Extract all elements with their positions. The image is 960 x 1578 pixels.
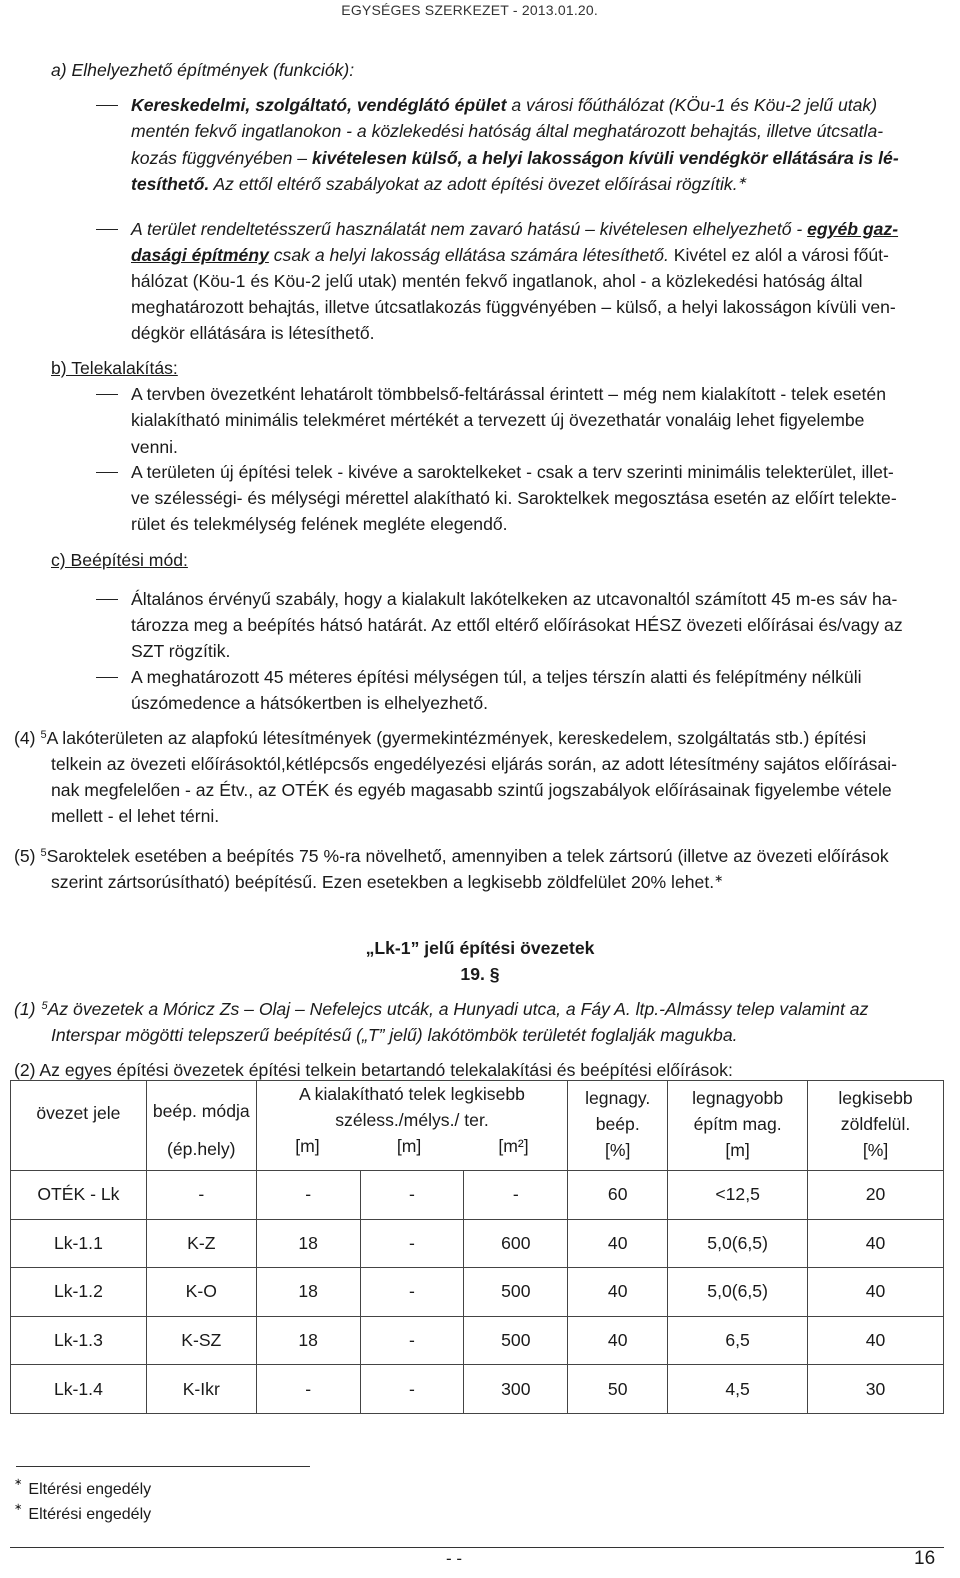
dash-bullet: [96, 599, 118, 600]
para4-line2: telkein az övezeti előírásoktól,kétlépcsős engedélyezési eljárás során, az adott létesítmény sajátos előírásai-: [51, 754, 897, 774]
table-cell: <12,5: [668, 1171, 808, 1220]
table-cell: 40: [808, 1219, 944, 1268]
dash-bullet: [96, 677, 118, 678]
table-row: [11, 1171, 944, 1220]
table-cell: 18: [256, 1268, 360, 1317]
section-c-title: c) Beépítési mód:: [51, 550, 188, 570]
table-cell: 500: [464, 1316, 568, 1365]
table-cell: -: [256, 1365, 360, 1414]
table-cell: Lk-1.4: [11, 1365, 147, 1414]
section-c-item1-line3: SZT rögzítik.: [131, 641, 231, 661]
section-a-item2-line2: dasági építmény csak a helyi lakosság ellátása számára létesíthető. Kivétel ez alól a városi főút-: [131, 245, 889, 265]
footnote-marker: ∗: [737, 175, 747, 187]
table-row: [11, 1316, 944, 1365]
section-a-item2-line4: meghatározott behajtás, illetve útcsatlakozás függvényében – külső, a helyi lakosságon kívüli ven-: [131, 297, 896, 317]
table-cell: 500: [464, 1268, 568, 1317]
page-footer-line: [10, 1547, 944, 1548]
header-mode: beép. módja (ép.hely): [146, 1081, 256, 1171]
footnote-2: ∗ Eltérési engedély: [14, 1502, 152, 1523]
table-cell: 6,5: [668, 1316, 808, 1365]
section-a-item2-line3: hálózat (Köu-1 és Köu-2 jelű utak) mentén fekvő ingatlanok, ahol - a közlekedési hatóság által: [131, 271, 863, 291]
table-cell: Lk-1.1: [11, 1219, 147, 1268]
dash-bullet: [96, 472, 118, 473]
dash-bullet: [96, 394, 118, 395]
para5-line1: (5) $^5$Saroktelek esetében a beépítés 75 %-ra növelhető, amennyiben a telek zártsorú (illetve az övezeti előírások: [14, 846, 889, 866]
table-cell: OTÉK - Lk: [11, 1171, 147, 1220]
header-height: legnagyobb építm mag. [m]: [668, 1081, 808, 1171]
table-cell: -: [256, 1171, 360, 1220]
table-cell: K-Ikr: [146, 1365, 256, 1414]
header-zone: övezet jele: [11, 1081, 147, 1171]
section-a-item1-line1: Kereskedelmi, szolgáltató, vendéglátó épület a városi főúthálózat (KÖu-1 és Köu-2 jelű utak): [131, 95, 878, 115]
table-cell: K-O: [146, 1268, 256, 1317]
section-a-item2-line5: dégkör ellátására is létesíthető.: [131, 323, 375, 343]
dash-bullet: [96, 105, 118, 106]
footer-dashes: - -: [446, 1549, 463, 1568]
table-row: [11, 1268, 944, 1317]
table-cell: -: [360, 1316, 464, 1365]
table-cell: -: [146, 1171, 256, 1220]
table-cell: 600: [464, 1219, 568, 1268]
section-b-item2-line3: rület és telekmélység felének megléte elegendő.: [131, 514, 508, 534]
para19-2: (2) Az egyes építési övezetek építési telkein betartandó telekalakítási és beépítési előírások:: [14, 1060, 733, 1080]
table-cell: Lk-1.3: [11, 1316, 147, 1365]
zone-heading: „Lk-1” jelű építési övezetek: [365, 938, 595, 958]
table-cell: 18: [256, 1219, 360, 1268]
table-cell: 40: [568, 1219, 668, 1268]
header-built-ratio: legnagy. beép. [%]: [568, 1081, 668, 1171]
table-header-row: [11, 1081, 944, 1171]
table-row: [11, 1219, 944, 1268]
section-a-item2-line1: A terület rendeltetésszerű használatát nem zavaró hatású – kivételesen elhelyezhető - egyéb gaz-: [131, 219, 899, 239]
section-b-item1-line1: A tervben övezetként lehatárolt tömbbelső-feltárással érintett – még nem kialakított - telek esetén: [131, 384, 886, 404]
table-cell: 40: [568, 1268, 668, 1317]
section-b-item2-line2: ve szélességi- és mélységi mérettel alakítható ki. Saroktelkek megosztása esetén az előírt telekte-: [131, 488, 897, 508]
para5-line2: szerint zártsorúsítható) beépítésű. Ezen esetekben a legkisebb zöldfelület 20% lehet.∗: [51, 872, 724, 892]
footnote-marker: ∗: [714, 873, 724, 885]
section-c-item2-line1: A meghatározott 45 méteres építési mélységen túl, a teljes térszín alatti és felépítmény nélküli: [131, 667, 862, 687]
section-c-item1-line1: Általános érvényű szabály, hogy a kialakult lakótelkeken az utcavonaltól számított 45 m-es sáv ha-: [131, 589, 898, 609]
header-green: legkisebb zöldfelül. [%]: [808, 1081, 944, 1171]
table-cell: 18: [256, 1316, 360, 1365]
table-cell: -: [360, 1268, 464, 1317]
footnote-1: ∗ Eltérési engedély: [14, 1477, 152, 1498]
section-number: 19. §: [460, 964, 500, 984]
requirements-table: [10, 1080, 944, 1414]
table-cell: Lk-1.2: [11, 1268, 147, 1317]
section-b-item1-line3: venni.: [131, 437, 178, 457]
section-c-item2-line2: úszómedence a hátsókertben is elhelyezhető.: [131, 693, 488, 713]
table-cell: 40: [808, 1268, 944, 1317]
table-cell: -: [360, 1171, 464, 1220]
table-cell: K-SZ: [146, 1316, 256, 1365]
table-cell: 5,0(6,5): [668, 1268, 808, 1317]
section-a-item1-line3: kozás függvényében – kivételesen külső, a helyi lakosságon kívüli vendégkör ellátására is lé-: [131, 148, 899, 168]
section-a-title: a) Elhelyezhető építmények (funkciók):: [51, 60, 355, 80]
table-cell: 5,0(6,5): [668, 1219, 808, 1268]
footnote-separator: [16, 1466, 310, 1467]
page-number: 16: [914, 1548, 936, 1569]
table-cell: K-Z: [146, 1219, 256, 1268]
table-cell: 4,5: [668, 1365, 808, 1414]
table-cell: -: [360, 1365, 464, 1414]
table-cell: -: [360, 1219, 464, 1268]
section-c-item1-line2: tározza meg a beépítés hátsó határát. Az ettől eltérő előírásokat HÉSZ övezeti előírásai és/vagy az: [131, 615, 903, 635]
section-b-title: b) Telekalakítás:: [51, 358, 178, 378]
para19-1-line1: (1) $^5$Az övezetek a Móricz Zs – Olaj – Nefelejcs utcák, a Hunyadi utca, a Fáy A. ltp.-Almássy telep valamint az: [14, 999, 869, 1019]
section-b-item1-line2: kialakítható minimális telekméret mértékét a tervezett új övezethatár vonaláig lehet figyelembe: [131, 410, 865, 430]
table-cell: 300: [464, 1365, 568, 1414]
section-a-item1-line2: mentén fekvő ingatlanokon - a közlekedési hatóság által meghatározott behajtás, illetve útcsatla-: [131, 121, 884, 141]
section-b-item2-line1: A területen új építési telek - kivéve a saroktelkeket - csak a terv szerinti minimális telekterület, illet-: [131, 462, 894, 482]
header-plot: A kialakítható telek legkisebb széless./mélys./ ter. [m] [m] [m²]: [256, 1081, 568, 1171]
para4-line4: mellett - el lehet térni.: [51, 806, 220, 826]
table-row: [11, 1365, 944, 1414]
table-cell: 40: [808, 1316, 944, 1365]
dash-bullet: [96, 229, 118, 230]
document-header: EGYSÉGES SZERKEZET - 2013.01.20.: [341, 2, 598, 18]
table-cell: -: [464, 1171, 568, 1220]
para4-line3: nak megfelelően - az Étv., az OTÉK és egyéb magasabb szintű jogszabályok előírásainak figyelembe vétele: [51, 780, 892, 800]
table-cell: 50: [568, 1365, 668, 1414]
table-cell: 20: [808, 1171, 944, 1220]
section-a-item1-line4: tesíthető. Az ettől eltérő szabályokat az adott építési övezet előírásai rögzítik.∗: [131, 174, 747, 194]
table-cell: 30: [808, 1365, 944, 1414]
table-cell: 40: [568, 1316, 668, 1365]
para19-1-line2: Interspar mögötti telepszerű beépítésű („T” jelű) lakótömbök területét foglalják magukba.: [51, 1025, 738, 1045]
para4-line1: (4) $^5$A lakóterületen az alapfokú létesítmények (gyermekintézmények, kereskedelem, szolgáltatás stb.) építési: [14, 728, 867, 748]
table-cell: 60: [568, 1171, 668, 1220]
